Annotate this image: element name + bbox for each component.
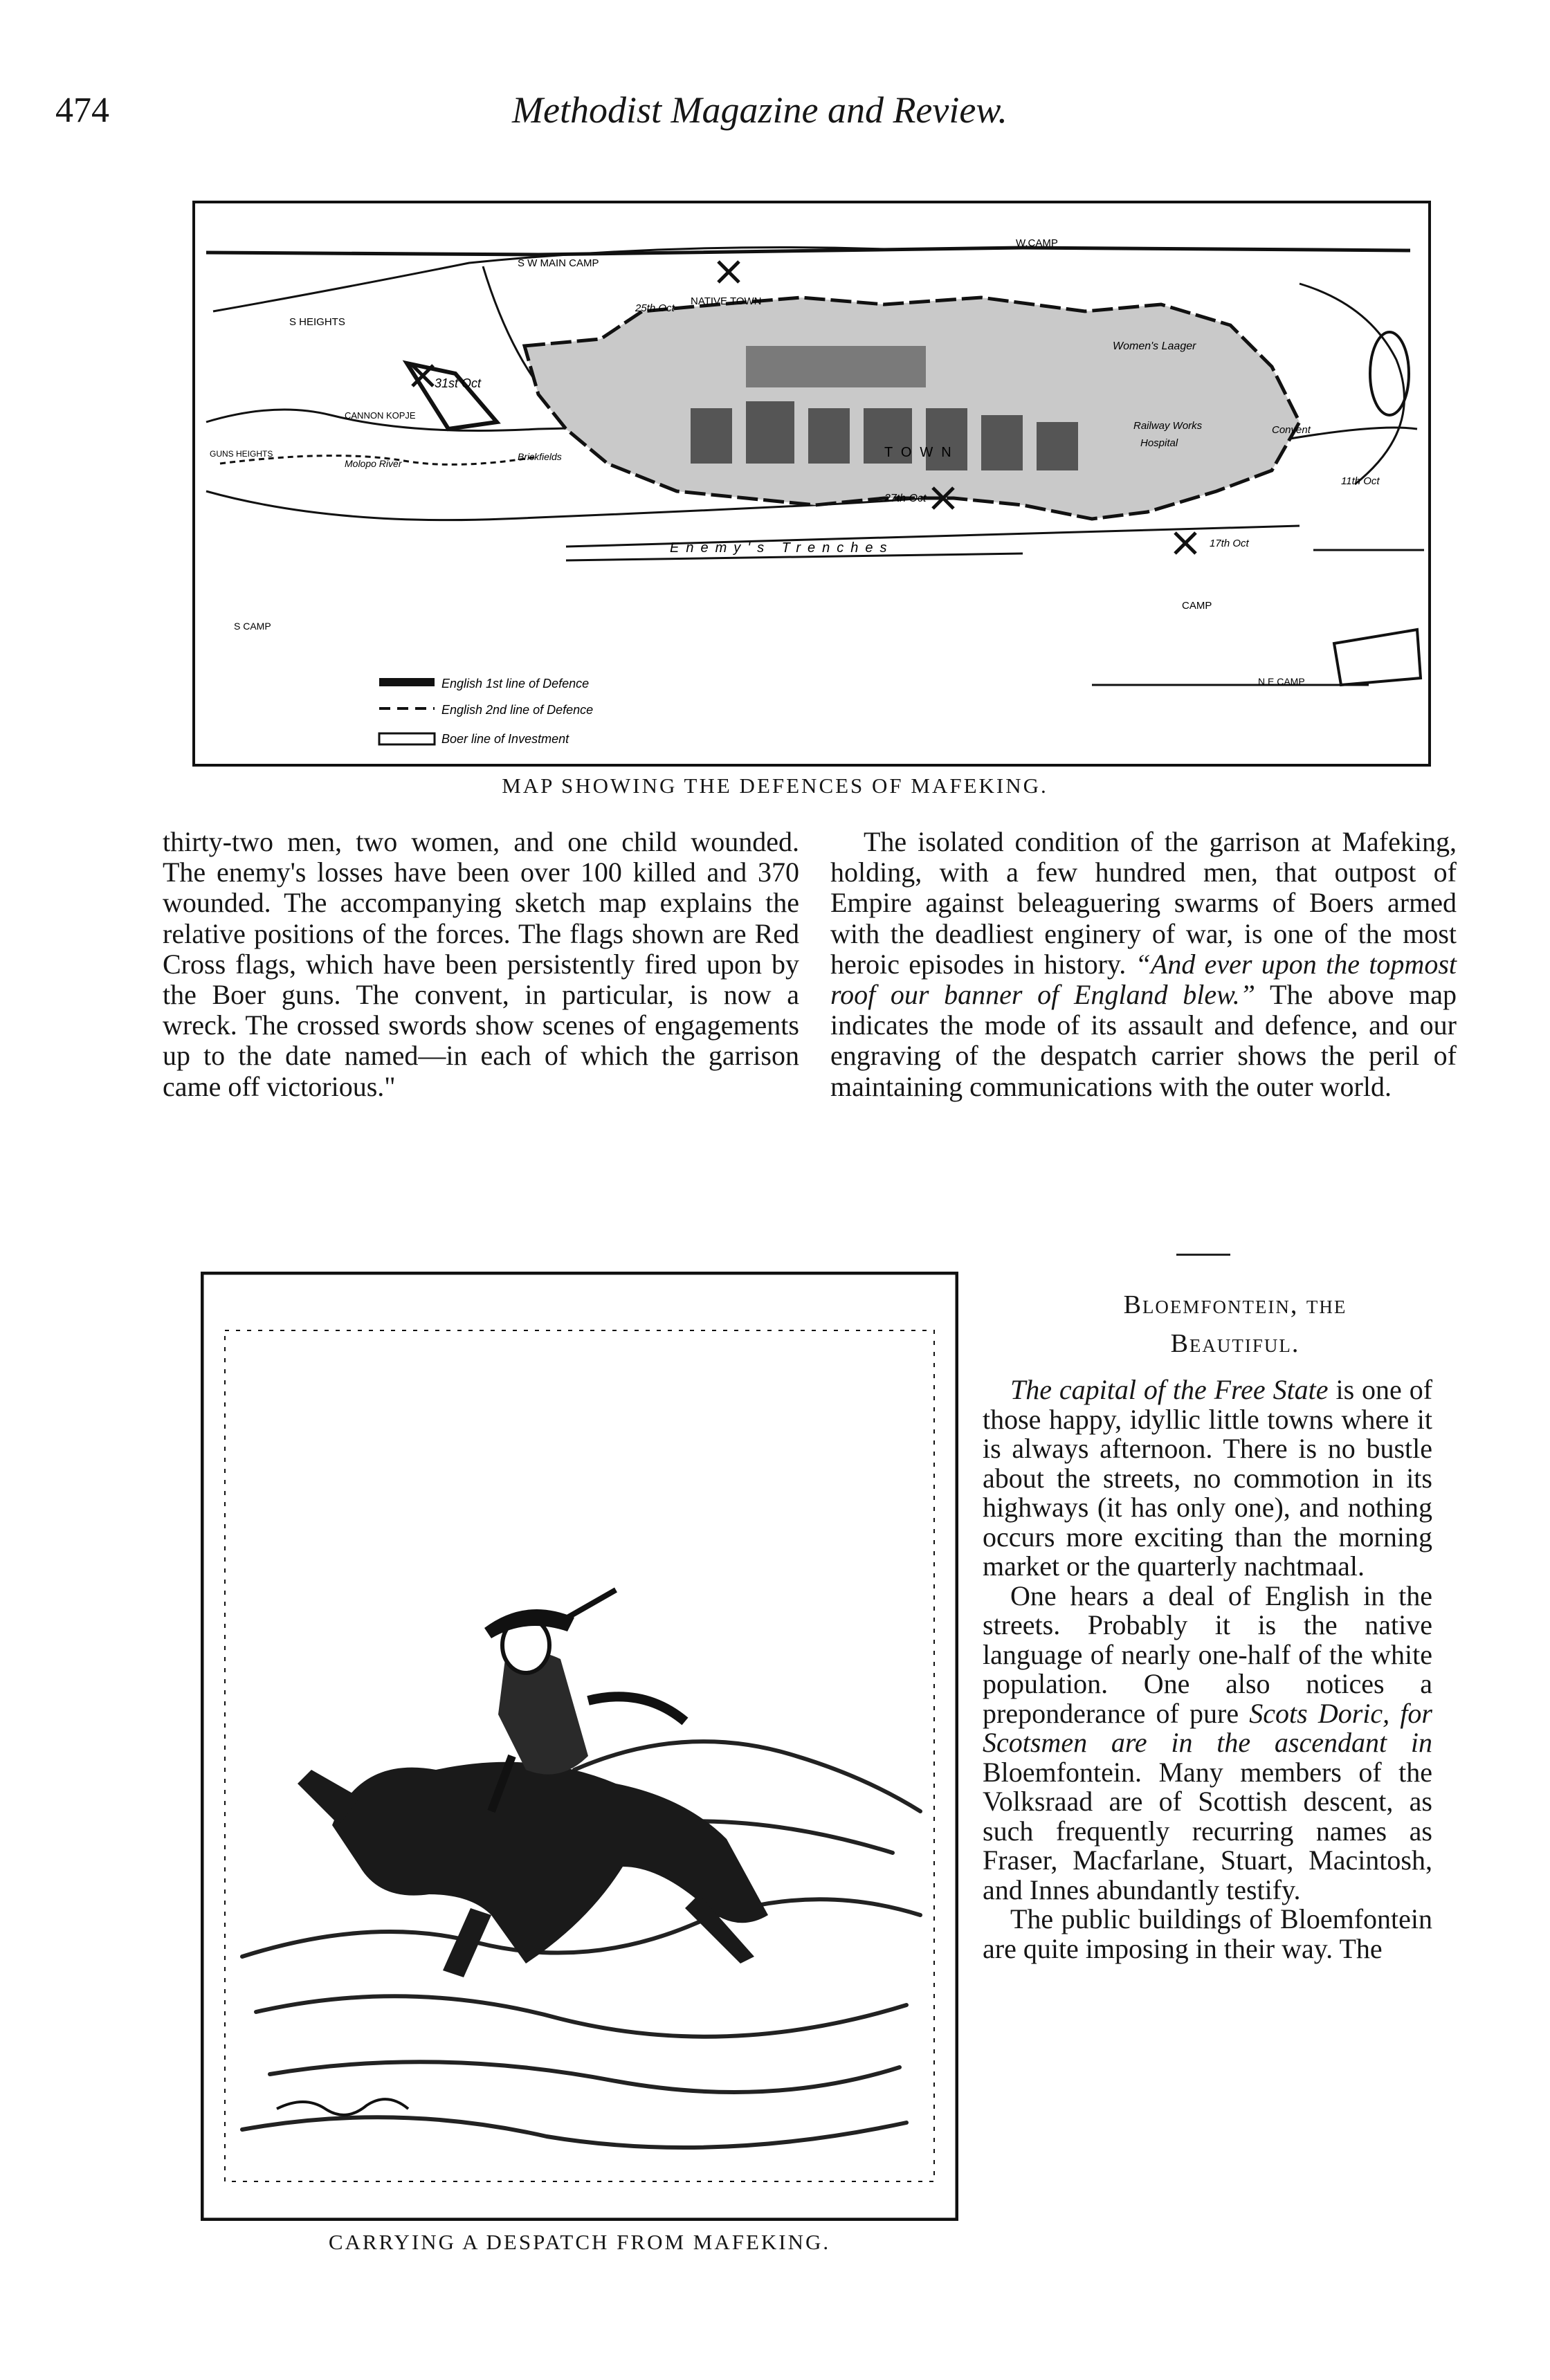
page-number: 474 — [55, 91, 109, 130]
map-legend-first-line: English 1st line of Defence — [441, 677, 590, 690]
map-label-railway-works: Railway Works — [1133, 420, 1203, 432]
map-label-w-camp: W.CAMP — [1016, 237, 1058, 249]
article-paragraph-1 — [983, 1375, 1432, 1582]
illustration-caption: CARRYING A DESPATCH FROM MAFEKING. — [328, 2230, 831, 2254]
article-title-line-2: Beautiful. — [1170, 1329, 1300, 1358]
map-label-sw-main-camp: S W MAIN CAMP — [518, 257, 599, 269]
mafeking-defences-map — [192, 201, 1431, 767]
map-label-17th-oct: 17th Oct — [1210, 538, 1249, 549]
despatch-rider-engraving — [201, 1272, 958, 2221]
right-column-text-2: The above map indicates the mode of its assault and defence, and our engraving of the despatch carrier shows the peril of maintaining communications with the outer world. — [830, 979, 1457, 1102]
running-title: Methodist Magazine and Review. — [512, 89, 1008, 131]
banner-quote: “And ever upon the topmost roof our banner of England blew.” — [830, 948, 1457, 1011]
article-p2-text-1: One hears a deal of English in the streets. Probably it is the native language of nearly one-half of the white population. One also notices a preponderance of pure — [983, 1580, 1432, 1729]
article-title — [983, 1285, 1488, 1363]
map-label-enemys-trenches: Enemy's Trenches — [670, 540, 894, 556]
article-p2-text-2: Bloemfontein. Many members of the Volksraad are of Scottish descent, as such frequently recurring names as Fraser, Macfarlane, Stuart, Macintosh, and Innes abundantly testify. — [983, 1756, 1432, 1905]
map-label-s-heights: S HEIGHTS — [289, 316, 345, 328]
map-legend-second-line: English 2nd line of Defence — [441, 703, 594, 717]
map-label-camp: CAMP — [1182, 600, 1212, 612]
article-body — [983, 1375, 1432, 1964]
left-column-paragraph: thirty-two men, two women, and one child wounded. The enemy's losses have been over 100 killed and 370 wounded. The accompanying sketch map explains the relative positions of the forces. The flags shown are Red Cross flags, which have been persistently fired upon by the Boer guns. The convent, in particular, is now a wreck. The crossed swords show scenes of engagements up to the date named—in each of which the garrison came off victorious." — [163, 826, 799, 1102]
article-p1-text: is one of those happy, idyllic little towns where it is always afternoon. There is no bustle about the streets, no commotion in its highways (it has only one), and nothing occurs more exciting than the morning market or the quarterly nachtmaal. — [983, 1374, 1433, 1582]
map-label-native-town: NATIVE TOWN — [691, 295, 762, 307]
section-divider — [1176, 1254, 1230, 1256]
map-label-27th-oct: 27th Oct — [884, 493, 927, 504]
left-column — [163, 827, 799, 1102]
article-p2-italic: Scots Doric, for Scotsmen are in the ascendant in — [983, 1697, 1432, 1758]
map-label-25th-oct: 25th Oct — [635, 302, 675, 314]
right-column-paragraph — [830, 827, 1457, 1102]
map-label-molopo-river: Molopo River — [345, 458, 402, 469]
map-label-convent: Convent — [1272, 424, 1311, 436]
map-label-brickfields: Brickfields — [518, 451, 562, 462]
map-caption: MAP SHOWING THE DEFENCES OF MAFEKING. — [502, 774, 1048, 798]
right-column — [830, 827, 1457, 1102]
map-label-town: TOWN — [884, 445, 960, 460]
article-title-line-1: Bloemfontein, the — [1123, 1290, 1347, 1319]
map-label-ne-camp: N E CAMP — [1258, 676, 1305, 687]
map-label-hospital: Hospital — [1140, 437, 1178, 449]
map-label-11th-oct: 11th Oct — [1341, 475, 1380, 487]
map-label-31st-oct: 31st Oct — [435, 376, 482, 390]
map-label-guns-heights: GUNS HEIGHTS — [210, 449, 273, 459]
right-column-text-1: The isolated condition of the garrison at Mafeking, holding, with a few hundred men, that outpost of Empire against beleaguering swarms of Boers armed with the deadliest enginery of war, is one of the most heroic episodes in history. — [830, 826, 1457, 980]
article-p1-italic: The capital of the Free State — [1010, 1374, 1329, 1405]
map-legend-boer-line: Boer line of Investment — [441, 732, 569, 746]
article-paragraph-2 — [983, 1582, 1432, 1905]
article-paragraph-3: The public buildings of Bloemfontein are quite imposing in their way. The — [983, 1903, 1432, 1964]
map-label-s-camp: S CAMP — [234, 621, 271, 632]
map-label-cannon-kopje: CANNON KOPJE — [345, 410, 416, 421]
map-label-womens-laager: Women's Laager — [1113, 340, 1196, 352]
